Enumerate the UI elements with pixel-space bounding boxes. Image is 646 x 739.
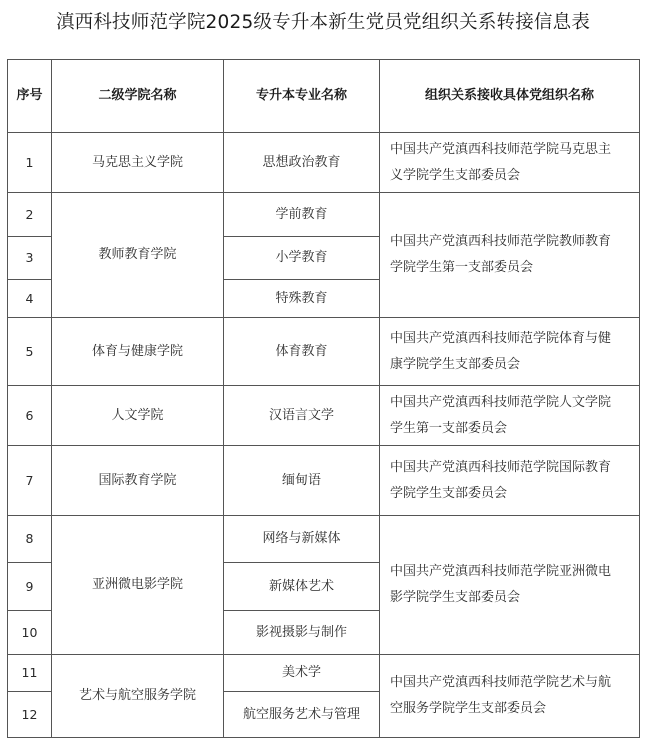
row-number: 12 (8, 692, 52, 738)
party-org-line: 学院学生支部委员会 (390, 485, 508, 501)
party-org-name (380, 386, 640, 446)
major-name: 影视摄影与制作 (224, 611, 380, 655)
major-name: 思想政治教育 (224, 133, 380, 193)
party-org-line: 中国共产党滇西科技师范学院教师教育 (390, 234, 612, 249)
party-org-name (380, 193, 640, 318)
row-number: 7 (8, 446, 52, 516)
party-org-line: 学生第一支部委员会 (390, 420, 508, 436)
table-row (8, 193, 640, 237)
party-org-line: 学院学生第一支部委员会 (390, 260, 534, 275)
party-org-line: 康学院学生支部委员会 (390, 356, 521, 372)
table-row (8, 386, 640, 446)
college-name: 国际教育学院 (52, 446, 224, 516)
row-number: 6 (8, 386, 52, 446)
major-name: 汉语言文学 (224, 386, 380, 446)
party-org-line: 中国共产党滇西科技师范学院马克思主 (390, 141, 612, 157)
table-row (8, 318, 640, 386)
row-number: 1 (8, 133, 52, 193)
major-name: 缅甸语 (224, 446, 380, 516)
row-number: 5 (8, 318, 52, 386)
major-name: 新媒体艺术 (224, 563, 380, 611)
table-row (8, 655, 640, 692)
header-row (8, 60, 640, 133)
party-org-line: 影学院学生支部委员会 (390, 590, 521, 605)
row-number: 4 (8, 280, 52, 318)
party-org-line: 中国共产党滇西科技师范学院艺术与航 (390, 675, 612, 690)
college-name: 马克思主义学院 (52, 133, 224, 193)
major-name: 美术学 (224, 655, 380, 692)
major-name: 航空服务艺术与管理 (224, 692, 380, 738)
party-org-name (380, 318, 640, 386)
major-name: 体育教育 (224, 318, 380, 386)
row-number: 3 (8, 237, 52, 280)
header-org: 组织关系接收具体党组织名称 (380, 60, 640, 133)
major-name: 学前教育 (224, 193, 380, 237)
party-org-line: 中国共产党滇西科技师范学院体育与健 (390, 330, 612, 346)
college-name: 艺术与航空服务学院 (52, 655, 224, 738)
major-name: 特殊教育 (224, 280, 380, 318)
header-no: 序号 (8, 60, 52, 133)
party-org-line: 空服务学院学生支部委员会 (390, 701, 547, 716)
table-row (8, 446, 640, 516)
party-org-line: 中国共产党滇西科技师范学院人文学院 (390, 394, 612, 410)
party-org-line: 中国共产党滇西科技师范学院亚洲微电 (390, 564, 612, 579)
row-number: 9 (8, 563, 52, 611)
table-row (8, 133, 640, 193)
party-org-name (380, 655, 640, 738)
party-org-line: 义学院学生支部委员会 (390, 167, 521, 183)
table-row (8, 516, 640, 563)
party-org-name (380, 133, 640, 193)
party-org-name (380, 516, 640, 655)
row-number: 2 (8, 193, 52, 237)
transfer-info-table (7, 59, 640, 738)
row-number: 8 (8, 516, 52, 563)
row-number: 11 (8, 655, 52, 692)
party-org-line: 中国共产党滇西科技师范学院国际教育 (390, 459, 612, 475)
page-title: 滇西科技师范学院2025级专升本新生党员党组织关系转接信息表 (55, 12, 591, 33)
major-name: 小学教育 (224, 237, 380, 280)
row-number: 10 (8, 611, 52, 655)
major-name: 网络与新媒体 (224, 516, 380, 563)
college-name: 人文学院 (52, 386, 224, 446)
college-name: 亚洲微电影学院 (52, 516, 224, 655)
header-major: 专升本专业名称 (224, 60, 380, 133)
college-name: 教师教育学院 (52, 193, 224, 318)
header-college: 二级学院名称 (52, 60, 224, 133)
party-org-name (380, 446, 640, 516)
college-name: 体育与健康学院 (52, 318, 224, 386)
